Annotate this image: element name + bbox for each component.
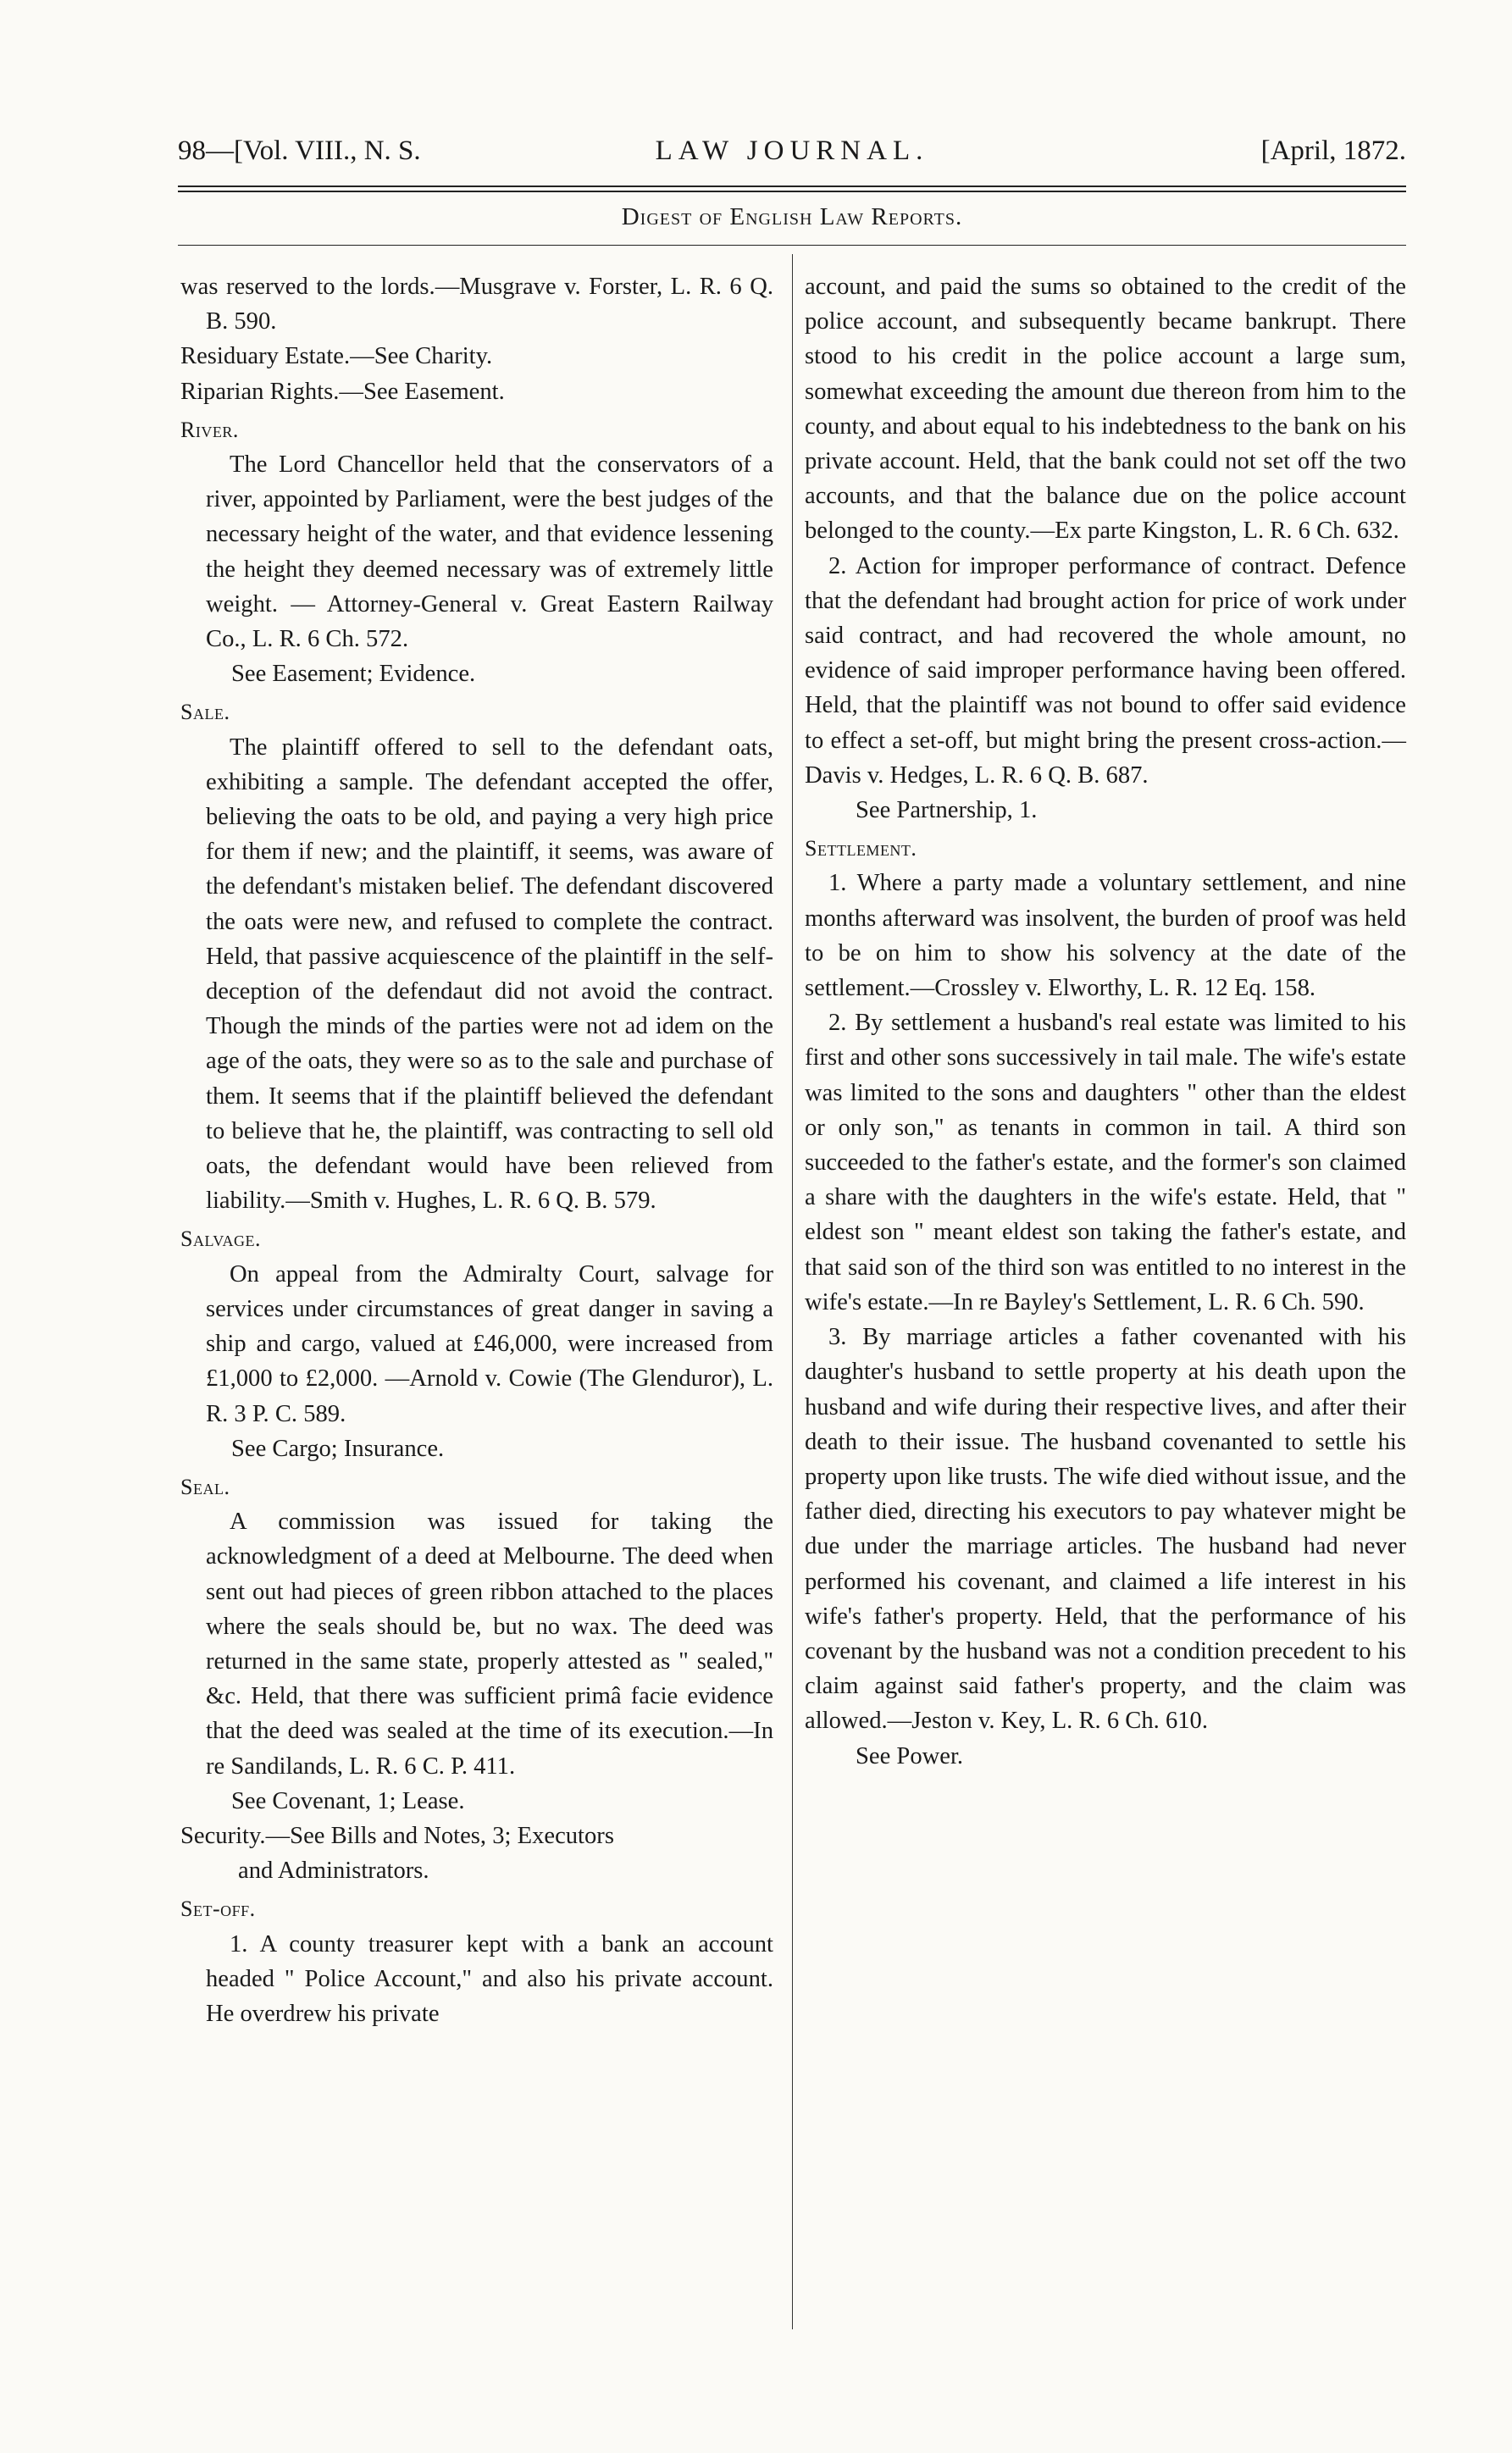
header-rule-top bbox=[178, 185, 1406, 187]
cross-reference: See Cargo; Insurance. bbox=[231, 1435, 445, 1462]
section-heading: Set-off. bbox=[180, 1897, 256, 1922]
case-paragraph: account, and paid the sums so obtained to the credit of the police account, and subsequently became bankrupt. There stood to his credit in the police account a large sum, somewhat exceeding the amount due thereon from him to the county, and about equal to his indebtedness to the bank on his private account. Held, that the bank could not set off the two accounts, and that the balance due on the police account belonged to the county.—Ex parte Kingston, L. R. 6 Ch. 632. bbox=[805, 274, 1406, 545]
section-heading: River. bbox=[180, 417, 239, 442]
section-heading: Salvage. bbox=[180, 1226, 261, 1252]
section-heading: Seal. bbox=[180, 1474, 230, 1499]
section-rule bbox=[178, 245, 1406, 246]
case-paragraph: On appeal from the Admiralty Court, salvage for services under circumstances of great danger in saving a ship and cargo, valued at £46,000, were increased from £1,000 to £2,000. —Arnold v. Cowie (The Glenduror), L. R. 3 P. C. 589. bbox=[206, 1260, 773, 1427]
case-paragraph: The plaintiff offered to sell to the defendant oats, exhibiting a sample. The defendant accepted the offer, believing the oats to be old, and paying a very high price for them if new; and the plaintiff, it seems, was aware of the defendant's mistaken belief. The defendant discovered the oats were new, and refused to complete the contract. Held, that passive acquiescence of the plaintiff in the self-deception of the defendaut did not avoid the contract. Though the minds of the parties were not ad idem on the age of the oats, they were so as to the sale and purchase of them. It seems that if the plaintiff believed the defendant to believe that he, the plaintiff, was contracting to sell old oats, the defendant would have been relieved from liability.—Smith v. Hughes, L. R. 6 Q. B. 579. bbox=[206, 734, 773, 1215]
left-column bbox=[180, 269, 773, 2031]
header-rule-bottom bbox=[178, 191, 1406, 192]
index-entry: Riparian Rights.—See Easement. bbox=[180, 378, 505, 405]
entry-continuation: and Administrators. bbox=[238, 1858, 429, 1885]
journal-title: LAW JOURNAL. bbox=[655, 136, 929, 166]
case-paragraph: A commission was issued for taking the acknowledgment of a deed at Melbourne. The deed when sent out had pieces of green ribbon attached to the places where the seals should be, but no wax. The deed was returned in the same state, properly attested as " sealed," &c. Held, that there was sufficient primâ facie evidence that the deed was sealed at the time of its execution.—In re Sandilands, L. R. 6 C. P. 411. bbox=[206, 1509, 773, 1780]
right-column bbox=[805, 269, 1406, 1774]
cross-reference: See Easement; Evidence. bbox=[231, 661, 476, 688]
cross-reference: See Covenant, 1; Lease. bbox=[231, 1787, 465, 1814]
case-paragraph: 2. By settlement a husband's real estate was limited to his first and other sons successively in tail male. The wife's estate was limited to the sons and daughters " other than the eldest or only son," as tenants in common in tail. A third son succeeded to the father's estate, and the former's son claimed a share with the daughters in the wife's estate. Held, that " eldest son " meant eldest son taking the father's estate, and that said son of the third son was entitled to no interest in the wife's estate.—In re Bayley's Settlement, L. R. 6 Ch. 590. bbox=[805, 1010, 1406, 1315]
issue-date: [April, 1872. bbox=[1260, 136, 1406, 166]
case-paragraph: 1. Where a party made a voluntary settlement, and nine months afterward was insolvent, the burden of proof was held to be on him to show his solvency at the date of the settlement.—Crossley v. Elworthy, L. R. 12 Eq. 158. bbox=[805, 870, 1406, 1002]
page-volume-label: 98—[Vol. VIII., N. S. bbox=[178, 136, 421, 166]
index-entry: Residuary Estate.—See Charity. bbox=[180, 343, 493, 370]
cross-reference: See Power. bbox=[856, 1742, 964, 1769]
case-paragraph: 2. Action for improper performance of contract. Defence that the defendant had brought action for price of work under said contract, and had recovered the whole amount, no evidence of said improper performance having been offered. Held, that the plaintiff was not bound to offer said evidence to effect a set-off, but might bring the present cross-action.—Davis v. Hedges, L. R. 6 Q. B. 687. bbox=[805, 552, 1406, 789]
section-heading: Sale. bbox=[180, 700, 230, 725]
column-divider bbox=[792, 254, 793, 2329]
case-paragraph: 1. A county treasurer kept with a bank an account headed " Police Account," and also his private account. He overdrew his private bbox=[206, 1930, 773, 2027]
case-paragraph: The Lord Chancellor held that the conservators of a river, appointed by Parliament, were the best judges of the necessary height of the water, and that evidence lessening the height they deemed necessary was of extremely little weight. — Attorney-General v. Great Eastern Railway Co., L. R. 6 Ch. 572. bbox=[206, 451, 773, 653]
index-entry: Security.—See Bills and Notes, 3; Executors bbox=[180, 1822, 614, 1849]
cross-reference: See Partnership, 1. bbox=[856, 797, 1038, 824]
running-head bbox=[178, 136, 1406, 178]
case-paragraph: 3. By marriage articles a father covenanted with his daughter's husband to settle property at his death upon the husband and wife during their respective lives, and after their death to their issue. The husband covenanted to settle his property upon like trusts. The wife died without issue, and the father died, directing his executors to pay whatever might be due under the marriage articles. The husband had never performed his covenant, and claimed a life interest in his wife's father's property. Held, that the performance of his covenant by the husband was not a condition precedent to his claim against said father's property, and the claim was allowed.—Jeston v. Key, L. R. 6 Ch. 610. bbox=[805, 1324, 1406, 1735]
section-title: Digest of English Law Reports. bbox=[621, 203, 963, 230]
section-heading: Settlement. bbox=[805, 836, 917, 861]
entry-continuation: was reserved to the lords.—Musgrave v. Forster, L. R. 6 Q. B. 590. bbox=[180, 274, 773, 335]
